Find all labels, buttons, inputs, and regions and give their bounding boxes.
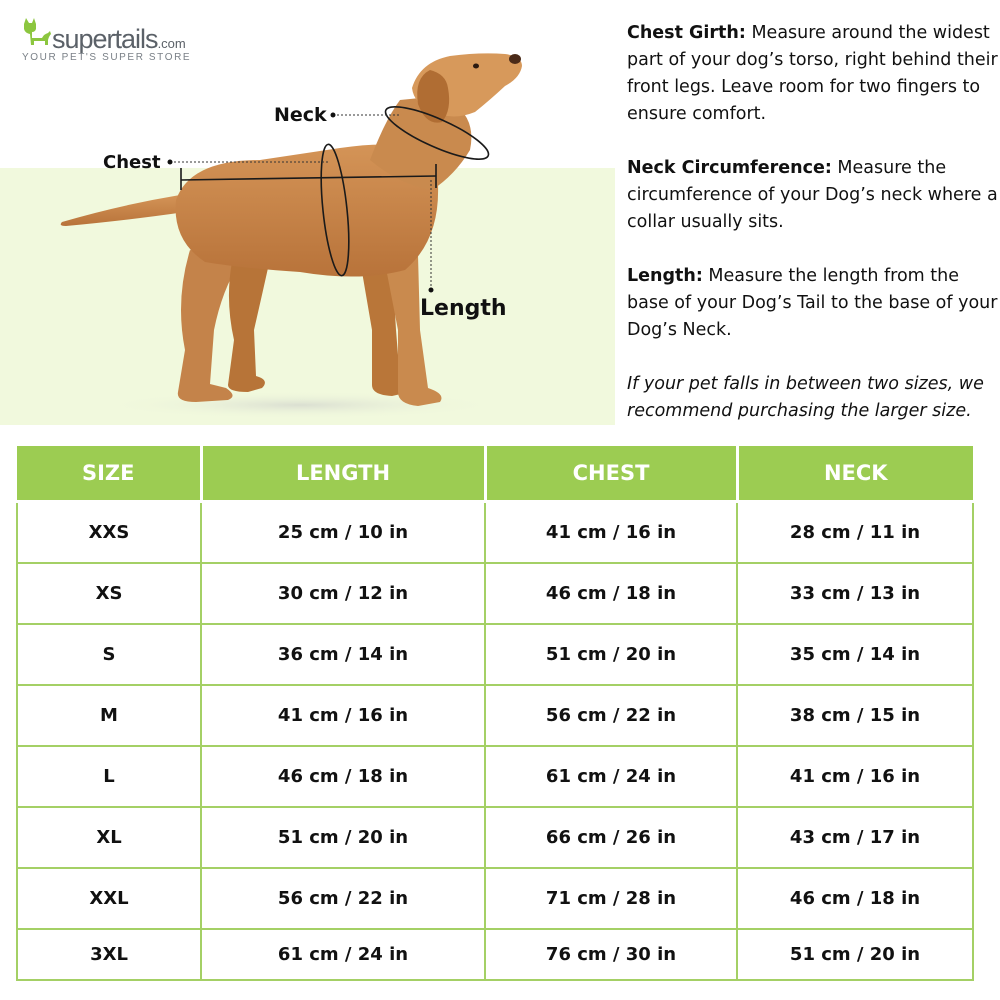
size-cell: XS (17, 563, 201, 624)
neck-cell: 35 cm / 14 in (737, 624, 973, 685)
neck-instruction-title: Neck Circumference: (627, 158, 832, 178)
length-label: Length (420, 296, 507, 321)
neck-cell: 46 cm / 18 in (737, 868, 973, 929)
chest-cell: 51 cm / 20 in (485, 624, 737, 685)
chest-cell: 41 cm / 16 in (485, 502, 737, 564)
table-row (17, 807, 973, 868)
chest-cell: 61 cm / 24 in (485, 746, 737, 807)
chest-cell: 76 cm / 30 in (485, 929, 737, 980)
length-cell: 41 cm / 16 in (201, 685, 485, 746)
size-cell: XL (17, 807, 201, 868)
chest-label: Chest (103, 152, 161, 173)
dog-measurement-illustration (0, 0, 620, 430)
table-row (17, 624, 973, 685)
length-cell: 30 cm / 12 in (201, 563, 485, 624)
size-cell: XXL (17, 868, 201, 929)
header-chest: CHEST (485, 446, 737, 502)
brand-tld: .com (157, 36, 186, 51)
length-cell: 46 cm / 18 in (201, 746, 485, 807)
measurement-instructions (627, 20, 999, 425)
neck-cell: 28 cm / 11 in (737, 502, 973, 564)
table-row (17, 563, 973, 624)
chest-cell: 46 cm / 18 in (485, 563, 737, 624)
length-instruction-title: Length: (627, 266, 703, 286)
chest-cell: 71 cm / 28 in (485, 868, 737, 929)
size-cell: 3XL (17, 929, 201, 980)
table-row (17, 868, 973, 929)
size-cell: XXS (17, 502, 201, 564)
table-row (17, 685, 973, 746)
length-cell: 25 cm / 10 in (201, 502, 485, 564)
header-size: SIZE (17, 446, 201, 502)
length-cell: 61 cm / 24 in (201, 929, 485, 980)
length-cell: 51 cm / 20 in (201, 807, 485, 868)
chest-instruction-title: Chest Girth: (627, 23, 746, 43)
table-header-row (17, 446, 973, 502)
size-chart-table (16, 446, 974, 981)
neck-cell: 51 cm / 20 in (737, 929, 973, 980)
table-row (17, 746, 973, 807)
neck-label: Neck (274, 104, 327, 126)
size-cell: M (17, 685, 201, 746)
neck-cell: 41 cm / 16 in (737, 746, 973, 807)
table-row (17, 929, 973, 980)
neck-cell: 38 cm / 15 in (737, 685, 973, 746)
table-row (17, 502, 973, 564)
brand-tagline: YOUR PET'S SUPER STORE (22, 52, 192, 63)
size-cell: S (17, 624, 201, 685)
neck-cell: 33 cm / 13 in (737, 563, 973, 624)
length-cell: 56 cm / 22 in (201, 868, 485, 929)
length-instruction (627, 263, 999, 344)
chest-instruction-text: Measure around the widest part of your dog’s torso, right behind their front legs. Leave room for two fingers to ensure comfort. (627, 23, 998, 124)
header-length: LENGTH (201, 446, 485, 502)
neck-instruction (627, 155, 999, 236)
length-cell: 36 cm / 14 in (201, 624, 485, 685)
brand-name: supertails (52, 24, 158, 54)
length-instruction-text: Measure the length from the base of your Dog’s Tail to the base of your Dog’s Neck. (627, 266, 998, 340)
chest-cell: 66 cm / 26 in (485, 807, 737, 868)
neck-instruction-text: Measure the circumference of your Dog’s neck where a collar usually sits. (627, 158, 998, 232)
header-neck: NECK (737, 446, 973, 502)
chest-cell: 56 cm / 22 in (485, 685, 737, 746)
size-cell: L (17, 746, 201, 807)
chest-instruction (627, 20, 999, 128)
neck-cell: 43 cm / 17 in (737, 807, 973, 868)
sizing-note: If your pet falls in between two sizes, we recommend purchasing the larger size. (627, 374, 984, 421)
